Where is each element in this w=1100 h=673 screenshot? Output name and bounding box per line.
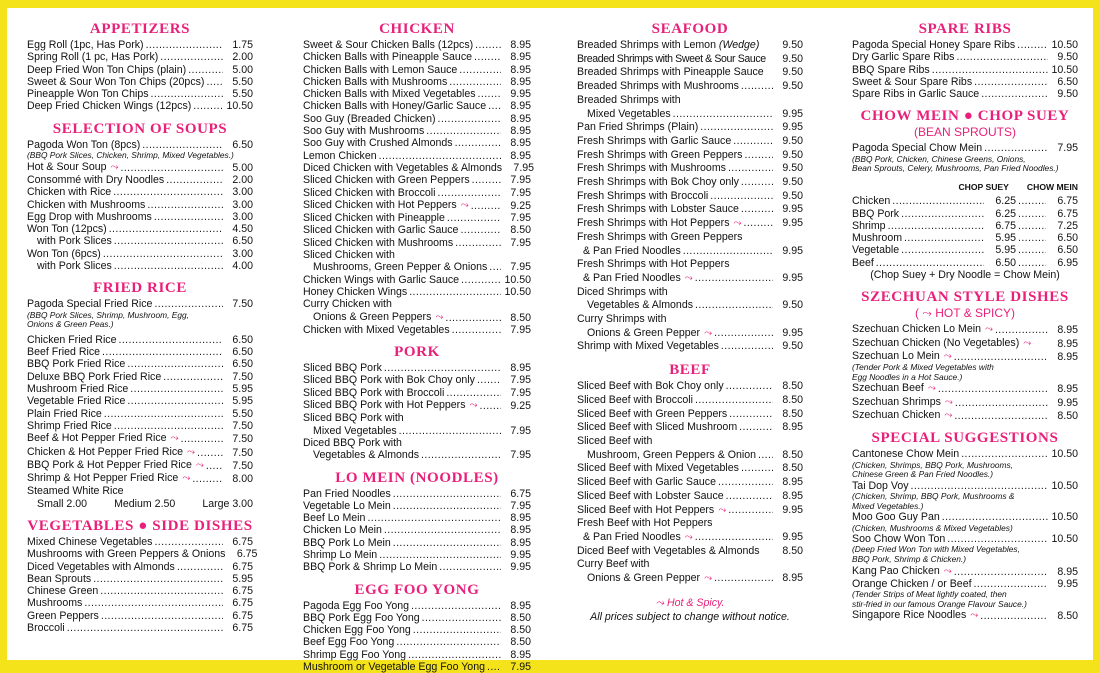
menu-item-heading: Fresh Beef with Hot Peppers xyxy=(577,517,713,530)
menu-item: Sliced Chicken with Garlic Sauce ..... 8.50 xyxy=(303,224,531,236)
menu-item: Breaded Shrimps with Mushrooms ..... 9.50 xyxy=(577,80,803,94)
item-note: (BBQ Pork Slices, Shrimp, Mushroom, Egg, xyxy=(27,309,189,320)
menu-item: & Pan Fried Noodles ⤳ ..... 9.95 xyxy=(577,272,803,286)
item-note: Mixed Vegetables.) xyxy=(852,500,924,511)
chili-pepper-icon: ⤳ xyxy=(704,573,713,585)
section-title-spare-ribs: SPARE RIBS xyxy=(918,21,1012,37)
item-note: (Tender Strips of Meat lightly coated, then xyxy=(852,589,1007,600)
menu-item: Chicken with Mushrooms ..... 3.00 xyxy=(27,199,253,211)
rice-sizes xyxy=(27,498,253,510)
menu-item: Fresh Shrimps with Garlic Sauce ..... 9.50 xyxy=(577,135,803,149)
section-title-egg-foo-yong: EGG FOO YONG xyxy=(354,581,480,598)
menu-item: Vegetable Fried Rice ..... 5.95 xyxy=(27,395,253,407)
menu-item: Mushroom, Green Peppers & Onion ..... 8.50 xyxy=(577,449,803,463)
chicken-list xyxy=(303,39,535,336)
menu-item: Sliced BBQ Pork ..... 8.95 xyxy=(303,362,531,374)
menu-item: Onions & Green Pepper ⤳ ..... 9.95 xyxy=(577,327,803,341)
chili-pepper-icon: ⤳ xyxy=(944,410,953,422)
menu-item: Soo Guy (Breaded Chicken) ..... 8.95 xyxy=(303,113,531,125)
chili-pepper-icon: ⤳ xyxy=(718,504,727,516)
chili-pepper-icon: ⤳ xyxy=(984,324,993,336)
menu-column-1 xyxy=(27,20,258,635)
menu-item: Fresh Shrimps with Mushrooms ..... 9.50 xyxy=(577,162,803,176)
menu-item: Chicken Balls with Mixed Vegetables ..... 9.95 xyxy=(303,88,531,100)
chow-mein-footnote: (Chop Suey + Dry Noodle = Chow Mein) xyxy=(870,269,1060,282)
menu-item: with Pork Slices ..... 6.50 xyxy=(27,235,253,247)
menu-item: Deluxe BBQ Pork Fried Rice ..... 7.50 xyxy=(27,371,253,383)
menu-item: Chicken Wings with Garlic Sauce ..... 10.50 xyxy=(303,274,531,286)
menu-item: Sliced Beef with Mixed Vegetables ..... 8.50 xyxy=(577,462,803,476)
menu-column-3 xyxy=(577,20,803,624)
menu-item: Hot & Sour Soup ⤳ ..... 5.00 xyxy=(27,161,253,174)
item-note: (Chicken, Shrimp, BBQ Pork, Mushrooms & xyxy=(852,491,1015,502)
menu-item: Fresh Shrimps with Green Peppers ..... 9.50 xyxy=(577,149,803,163)
menu-item: BBQ Pork & Hot Pepper Fried Rice ⤳ ..... 7.50 xyxy=(27,459,253,472)
menu-item: Breaded Shrimps with Pineapple Sauce 9.50 xyxy=(577,66,803,79)
menu-item: Onions & Green Pepper ⤳ ..... 8.95 xyxy=(577,572,803,586)
menu-item: Chicken Balls with Honey/Garlic Sauce ..... 8.95 xyxy=(303,100,531,112)
item-note: BBQ Pork, Shrimp & Chicken.) xyxy=(852,554,967,565)
menu-item: Green Peppers ..... 6.75 xyxy=(27,610,253,622)
menu-item: BBQ Pork Lo Mein ..... 8.95 xyxy=(303,537,531,549)
menu-item: Chicken Balls with Pineapple Sauce ..... 8.95 xyxy=(303,51,531,63)
item-note: stir-fried in our famous Orange Flavour Sauce.) xyxy=(852,598,1027,609)
menu-item: Pagoda Special Fried Rice ..... 7.50 xyxy=(27,298,253,310)
menu-item: Sliced Beef with Sliced Mushroom ..... 8.95 xyxy=(577,421,803,435)
chow-mein-list xyxy=(852,142,1078,281)
menu-item: Spring Roll (1 pc, Has Pork) ..... 2.00 xyxy=(27,51,253,63)
section-title-beef: BEEF xyxy=(669,362,711,379)
szechuan-list xyxy=(852,323,1078,422)
table-row: Chicken ..... 6.25 ..... 6.75 xyxy=(852,195,1078,207)
menu-item: Mixed Vegetables ..... 7.95 xyxy=(303,425,531,437)
item-note: (BBQ Pork Slices, Chicken, Shrimp, Mixed Vegetables.) xyxy=(27,150,234,161)
menu-item: Chicken Balls with Mushrooms ..... 8.95 xyxy=(303,76,531,88)
menu-item-heading: Curry Chicken with xyxy=(303,298,392,311)
menu-item: Chicken Balls with Lemon Sauce ..... 8.95 xyxy=(303,64,531,76)
menu-item: Mixed Vegetables ..... 9.95 xyxy=(577,108,803,122)
chili-pepper-icon: ⤳ xyxy=(943,565,952,577)
menu-item: Shrimp & Hot Pepper Fried Rice ⤳ ..... 8.00 xyxy=(27,472,253,485)
chili-pepper-icon: ⤳ xyxy=(944,396,953,408)
chili-pepper-icon: ⤳ xyxy=(684,272,693,284)
menu-item: Sliced BBQ Pork with Hot Peppers ⤳ ..... 9.25 xyxy=(303,399,531,412)
menu-page xyxy=(7,8,1093,673)
menu-item: Moo Goo Guy Pan ..... 10.50 xyxy=(852,511,1078,523)
menu-item: Broccoli ..... 6.75 xyxy=(27,622,253,634)
menu-item: Consommé with Dry Noodles ..... 2.00 xyxy=(27,174,253,186)
section-title-chow-mein: CHOW MEIN ● CHOP SUEY xyxy=(860,108,1070,125)
menu-item: Soo Guy with Mushrooms ..... 8.95 xyxy=(303,125,531,137)
column-header-chop-suey: CHOP SUEY xyxy=(958,181,1009,192)
menu-item: Deep Fried Chicken Wings (12pcs) ..... 10.50 xyxy=(27,100,253,112)
egg-foo-yong-list xyxy=(303,600,531,673)
menu-item: Diced Beef with Vegetables & Almonds 8.50 xyxy=(577,544,803,557)
chili-pepper-icon: ⤳ xyxy=(927,383,936,395)
section-subtitle-bean-sprouts: (BEAN SPROUTS) xyxy=(913,125,1016,140)
menu-item: Sliced Chicken with Mushrooms ..... 7.95 xyxy=(303,237,531,249)
menu-item: Sliced Beef with Garlic Sauce ..... 8.95 xyxy=(577,476,803,490)
menu-item-heading: Breaded Shrimps with xyxy=(577,93,681,106)
chili-pepper-icon: ⤳ xyxy=(704,327,713,339)
menu-item: Beef Fried Rice ..... 6.50 xyxy=(27,346,253,358)
menu-item: Lemon Chicken ..... 8.95 xyxy=(303,150,531,162)
menu-item: Mushroom or Vegetable Egg Foo Yong ..... 7.95 xyxy=(303,661,531,673)
menu-item: Chicken Lo Mein ..... 8.95 xyxy=(303,524,531,536)
menu-item: Egg Roll (1pc, Has Pork) ..... 1.75 xyxy=(27,39,253,51)
menu-item: Cantonese Chow Mein ..... 10.50 xyxy=(852,448,1078,460)
chop-suey-table-header xyxy=(852,181,1078,193)
menu-item: Won Ton (6pcs) ..... 3.00 xyxy=(27,248,253,260)
menu-item: Vegetables & Almonds ..... 9.50 xyxy=(577,299,803,313)
chili-pepper-icon: ⤳ xyxy=(943,350,952,362)
chili-pepper-icon: ⤳ xyxy=(1023,337,1032,349)
menu-item: Plain Fried Rice ..... 5.50 xyxy=(27,408,253,420)
menu-item: Sliced Beef with Green Peppers ..... 8.50 xyxy=(577,408,803,422)
menu-item: Sweet & Sour Won Ton Chips (20pcs) ..... 5.50 xyxy=(27,76,253,88)
menu-item: Chicken with Mixed Vegetables ..... 7.95 xyxy=(303,324,531,336)
item-note: (BBQ Pork, Chicken, Chinese Greens, Onions, xyxy=(852,153,1026,164)
menu-item: Egg Drop with Mushrooms ..... 3.00 xyxy=(27,211,253,223)
menu-item: Chicken Egg Foo Yong ..... 8.50 xyxy=(303,624,531,636)
menu-item: Sliced Beef with Broccoli ..... 8.50 xyxy=(577,394,803,408)
item-note: (Tender Pork & Mixed Vegetables with xyxy=(852,362,994,373)
menu-item: Mushroom Fried Rice ..... 5.95 xyxy=(27,383,253,395)
chili-pepper-icon: ⤳ xyxy=(170,433,179,445)
item-note: Onions & Green Peas.) xyxy=(27,319,114,330)
menu-item: Honey Chicken Wings ..... 10.50 xyxy=(303,286,531,298)
chili-pepper-icon: ⤳ xyxy=(970,610,979,622)
menu-item: Shrimp Lo Mein ..... 9.95 xyxy=(303,549,531,561)
item-note: Egg Noodles in a Hot Sauce.) xyxy=(852,371,963,382)
chili-pepper-icon: ⤳ xyxy=(460,199,469,211)
menu-item: with Pork Slices ..... 4.00 xyxy=(27,260,253,272)
section-title-pork: PORK xyxy=(394,344,440,361)
menu-item: Shrimp Fried Rice ..... 7.50 xyxy=(27,420,253,432)
chili-pepper-icon: ⤳ xyxy=(195,459,204,471)
menu-item: BBQ Spare Ribs ..... 10.50 xyxy=(852,64,1078,76)
menu-item: Won Ton (12pcs) ..... 4.50 xyxy=(27,223,253,235)
menu-footer xyxy=(577,596,803,624)
menu-item: Pagoda Special Chow Mein ..... 7.95 xyxy=(852,142,1078,154)
section-subtitle-hot-spicy: ( ⤳ HOT & SPICY) xyxy=(914,306,1016,321)
rice-size-small: Small 2.00 xyxy=(37,497,88,510)
section-title-appetizers: APPETIZERS xyxy=(89,21,191,37)
table-row: Mushroom ..... 5.95 ..... 6.50 xyxy=(852,232,1078,244)
menu-item: Sweet & Sour Chicken Balls (12pcs) ..... 8.95 xyxy=(303,39,531,51)
menu-item: & Pan Fried Noodles ⤳ ..... 9.95 xyxy=(577,531,803,545)
menu-item: Chicken & Hot Pepper Fried Rice ⤳ ..... 7.50 xyxy=(27,446,253,459)
beef-list xyxy=(577,380,803,586)
table-row: Beef ..... 6.50 ..... 6.95 xyxy=(852,257,1078,269)
chili-pepper-icon: ⤳ xyxy=(187,446,196,458)
chili-pepper-icon: ⤳ xyxy=(922,306,932,321)
section-title-szechuan: SZECHUAN STYLE DISHES xyxy=(861,289,1069,306)
item-note: (Chicken, Shrimps, BBQ Pork, Mushrooms, xyxy=(852,459,1014,470)
menu-item: Steamed White Rice xyxy=(27,485,124,498)
menu-item: Soo Guy with Crushed Almonds ..... 8.95 xyxy=(303,137,531,149)
special-suggestions-list xyxy=(852,448,1078,622)
menu-item-heading: Sliced Beef with xyxy=(577,434,653,447)
menu-item: Chicken with Rice ..... 3.00 xyxy=(27,186,253,198)
menu-item: Beef Lo Mein ..... 8.95 xyxy=(303,512,531,524)
menu-item: Singapore Rice Noodles ⤳ ..... 8.50 xyxy=(852,609,1078,622)
chili-pepper-icon: ⤳ xyxy=(182,473,191,485)
menu-item-heading: Diced BBQ Pork with xyxy=(303,436,402,449)
table-row: Shrimp ..... 6.75 ..... 7.25 xyxy=(852,220,1078,232)
section-title-fried-rice: FRIED RICE xyxy=(93,280,187,297)
menu-item: Deep Fried Won Ton Chips (plain) ..... 5.00 xyxy=(27,64,253,76)
menu-item: Kang Pao Chicken ⤳ ..... 8.95 xyxy=(852,565,1078,578)
menu-item: Diced Vegetables with Almonds ..... 6.75 xyxy=(27,561,253,573)
menu-item: Spare Ribs in Garlic Sauce ..... 9.50 xyxy=(852,88,1078,100)
menu-item: Fresh Shrimps with Bok Choy only ..... 9.50 xyxy=(577,176,803,190)
menu-item: Sliced BBQ Pork with Broccoli ..... 7.95 xyxy=(303,387,531,399)
menu-item: Chinese Green ..... 6.75 xyxy=(27,585,253,597)
table-row: Vegetable ..... 5.95 ..... 6.50 xyxy=(852,244,1078,256)
section-title-soups: SELECTION OF SOUPS xyxy=(52,120,228,137)
menu-item: Soo Chow Won Ton ..... 10.50 xyxy=(852,533,1078,545)
menu-item-heading: Fresh Shrimps with Green Peppers xyxy=(577,230,743,243)
menu-item: Dry Garlic Spare Ribs ..... 9.50 xyxy=(852,51,1078,63)
menu-item-heading: Sliced Chicken with xyxy=(303,249,395,262)
menu-item: Beef & Hot Pepper Fried Rice ⤳ ..... 7.50 xyxy=(27,432,253,445)
menu-column-4 xyxy=(852,20,1078,623)
menu-item: Sliced Chicken with Broccoli ..... 7.95 xyxy=(303,187,531,199)
menu-item: Szechuan Lo Mein ⤳ ..... 8.95 xyxy=(852,350,1078,363)
section-title-seafood: SEAFOOD xyxy=(651,21,729,37)
table-row: BBQ Pork ..... 6.25 ..... 6.75 xyxy=(852,208,1078,220)
menu-item: Mushrooms ..... 6.75 xyxy=(27,597,253,609)
menu-item: Szechuan Chicken (No Vegetables) ⤳ 8.95 xyxy=(852,336,1078,350)
hot-spicy-legend: ⤳ Hot & Spicy. xyxy=(655,596,725,609)
menu-item-heading: Diced Shrimps with xyxy=(577,285,668,298)
soups-list xyxy=(27,139,253,273)
menu-item: Shrimp with Mixed Vegetables ..... 9.50 xyxy=(577,340,803,354)
menu-item: & Pan Fried Noodles ..... 9.95 xyxy=(577,245,803,259)
seafood-list xyxy=(577,39,803,354)
section-title-vegetables: VEGETABLES ● SIDE DISHES xyxy=(27,517,253,534)
chili-pepper-icon: ⤳ xyxy=(110,161,119,173)
menu-item: BBQ Pork Fried Rice ..... 6.50 xyxy=(27,358,253,370)
vegetables-list xyxy=(27,535,258,635)
menu-item: Fresh Shrimps with Hot Peppers ⤳ ..... 9.95 xyxy=(577,217,803,231)
menu-item: Szechuan Shrimps ⤳ ..... 9.95 xyxy=(852,396,1078,409)
menu-item: Mixed Chinese Vegetables ..... 6.75 xyxy=(27,536,253,548)
menu-item: Chicken Fried Rice ..... 6.50 xyxy=(27,334,253,346)
menu-item: Bean Sprouts ..... 5.95 xyxy=(27,573,253,585)
menu-column-2 xyxy=(303,20,535,673)
item-note: (Deep Fried Won Ton with Mixed Vegetables, xyxy=(852,544,1020,555)
menu-item: Mushrooms, Green Pepper & Onions ..... 7.95 xyxy=(303,261,531,273)
chili-pepper-icon: ⤳ xyxy=(655,596,665,609)
menu-item: Pagoda Special Honey Spare Ribs ..... 10.50 xyxy=(852,39,1078,51)
menu-item-heading: Sliced BBQ Pork with xyxy=(303,412,404,425)
menu-item: Diced Chicken with Vegetables & Almonds 7.95 xyxy=(303,161,535,174)
menu-item-heading: Curry Shrimps with xyxy=(577,313,667,326)
menu-item: Sliced Chicken with Green Peppers ..... 7.95 xyxy=(303,174,531,186)
menu-item: Pan Fried Noodles ..... 6.75 xyxy=(303,488,531,500)
spare-ribs-list xyxy=(852,39,1078,100)
chili-pepper-icon: ⤳ xyxy=(435,311,444,323)
menu-item: Onions & Green Peppers ⤳ ..... 8.50 xyxy=(303,311,531,324)
menu-item: Sliced Beef with Hot Peppers ⤳ ..... 9.95 xyxy=(577,504,803,518)
lo-mein-list xyxy=(303,488,531,574)
menu-item: Pagoda Egg Foo Yong ..... 8.95 xyxy=(303,600,531,612)
item-note: Bean Sprouts, Celery, Mushrooms, Pan Fried Noodles.) xyxy=(852,163,1059,174)
menu-item: Tai Dop Voy ..... 10.50 xyxy=(852,480,1078,492)
price-notice: All prices subject to change without notice. xyxy=(590,610,790,623)
menu-item-heading: Curry Beef with xyxy=(577,558,650,571)
menu-item: Vegetable Lo Mein ..... 7.95 xyxy=(303,500,531,512)
menu-item-heading: Fresh Shrimps with Hot Peppers xyxy=(577,258,730,271)
menu-item: Sliced Beef with Bok Choy only ..... 8.50 xyxy=(577,380,803,394)
menu-item: Shrimp Egg Foo Yong ..... 8.95 xyxy=(303,649,531,661)
chili-pepper-icon: ⤳ xyxy=(684,531,693,543)
menu-item: Sliced BBQ Pork with Bok Choy only ..... 7.95 xyxy=(303,374,531,386)
chili-pepper-icon: ⤳ xyxy=(733,218,742,230)
menu-item: Breaded Shrimps with Lemon (Wedge) 9.50 xyxy=(577,39,803,51)
menu-item: Sliced Chicken with Pineapple ..... 7.95 xyxy=(303,212,531,224)
menu-item: Sweet & Sour Spare Ribs ..... 6.50 xyxy=(852,76,1078,88)
menu-item: Pagoda Won Ton (8pcs) ..... 6.50 xyxy=(27,139,253,151)
menu-item: Szechuan Beef ⤳ ..... 8.95 xyxy=(852,382,1078,395)
menu-item: Beef Egg Foo Yong ..... 8.50 xyxy=(303,636,531,648)
section-title-special-suggestions: SPECIAL SUGGESTIONS xyxy=(871,430,1059,447)
menu-item: Pan Fried Shrimps (Plain) ..... 9.95 xyxy=(577,121,803,135)
menu-item: Mushrooms with Green Peppers & Onions 6.75 xyxy=(27,548,258,561)
menu-item: Pineapple Won Ton Chips ..... 5.50 xyxy=(27,88,253,100)
menu-item: Sliced Beef with Lobster Sauce ..... 8.95 xyxy=(577,490,803,504)
item-note: Chinese Green & Pan Fried Noodles.) xyxy=(852,469,994,480)
pork-list xyxy=(303,362,531,461)
menu-item: BBQ Pork Egg Foo Yong ..... 8.50 xyxy=(303,612,531,624)
fried-rice-list xyxy=(27,298,253,510)
menu-item: Orange Chicken / or Beef ..... 9.95 xyxy=(852,578,1078,590)
menu-item: Breaded Shrimps with Sweet & Sour Sauce 9.50 xyxy=(577,52,803,65)
menu-item: Fresh Shrimps with Lobster Sauce ..... 9.95 xyxy=(577,203,803,217)
rice-size-large: Large 3.00 xyxy=(202,497,253,510)
appetizers-list xyxy=(27,39,253,113)
menu-item: Fresh Shrimps with Broccoli ..... 9.50 xyxy=(577,190,803,204)
column-header-chow-mein: CHOW MEIN xyxy=(1026,181,1078,192)
section-title-chicken: CHICKEN xyxy=(379,21,455,37)
menu-item: Vegetables & Almonds ..... 7.95 xyxy=(303,449,531,461)
menu-item: Sliced Chicken with Hot Peppers ⤳ ..... 9.25 xyxy=(303,199,531,212)
chili-pepper-icon: ⤳ xyxy=(469,400,478,412)
menu-item: BBQ Pork & Shrimp Lo Mein ..... 9.95 xyxy=(303,561,531,573)
menu-item: Szechuan Chicken Lo Mein ⤳ ..... 8.95 xyxy=(852,323,1078,336)
item-note: (Chicken, Mushrooms & Mixed Vegetables) xyxy=(852,522,1013,533)
section-title-lo-mein: LO MEIN (NOODLES) xyxy=(335,469,499,486)
rice-size-medium: Medium 2.50 xyxy=(114,497,176,510)
menu-item: Szechuan Chicken ⤳ ..... 8.50 xyxy=(852,409,1078,422)
